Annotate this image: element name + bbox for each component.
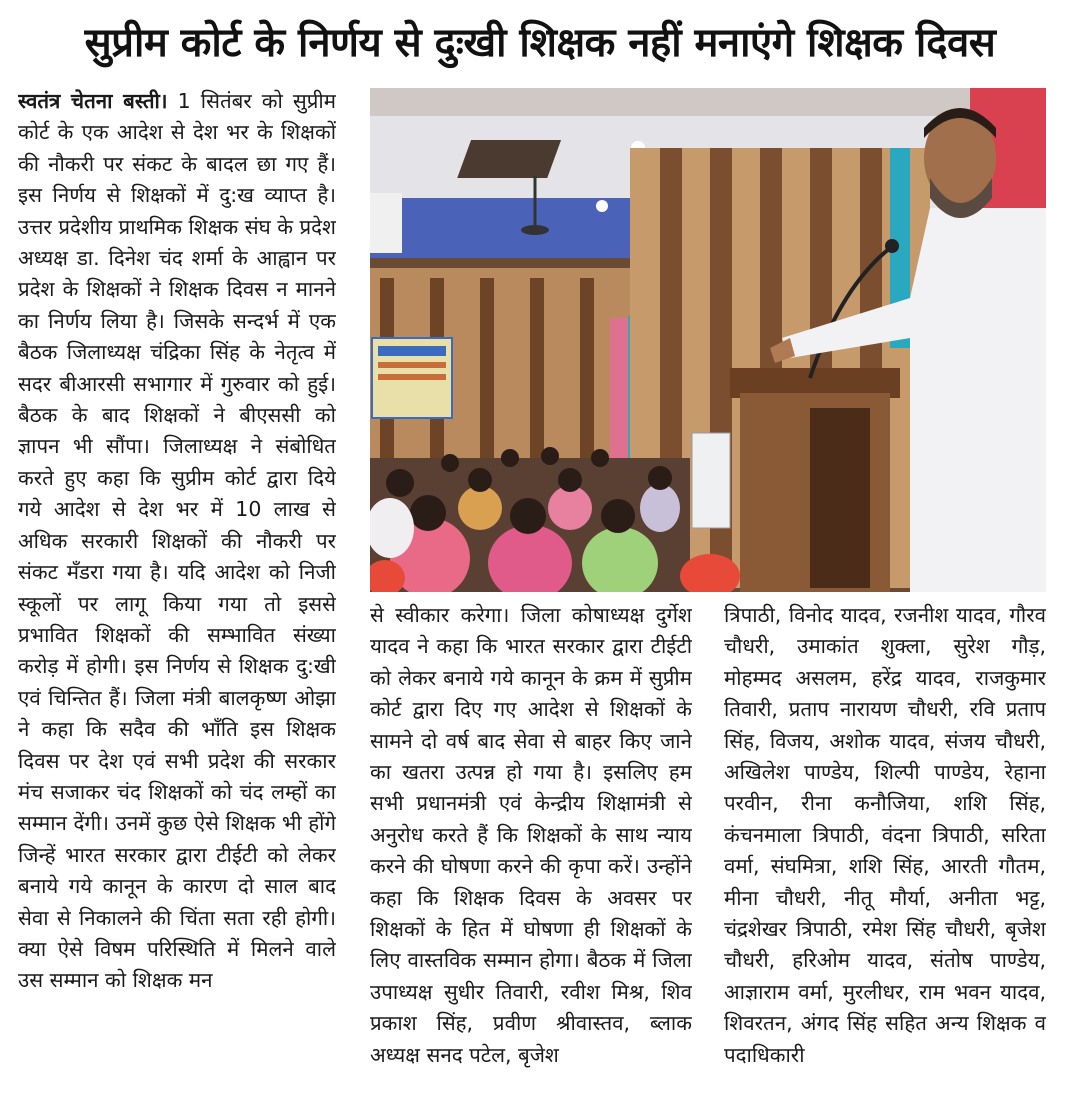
podium <box>730 368 900 592</box>
audience <box>370 447 690 592</box>
article-column-2 <box>370 600 692 1102</box>
meeting-photo-illustration <box>370 88 1046 592</box>
article-text-3: त्रिपाठी, विनोद यादव, रजनीश यादव, गौरव चौधरी, उमाकांत शुक्ला, सुरेश गौड़, मोहम्मद असलम, हरेंद्र यादव, राजकुमार तिवारी, प्रताप नारायण चौधरी, रवि प्रताप सिंह, विजय, अशोक यादव, संजय चौधरी, अखिलेश पाण्डेय, शिल्पी पाण्डेय, रेहाना परवीन, रीना कनौजिया, शशि सिंह, कंचनमाला त्रिपाठी, वंदना त्रिपाठी, सरिता वर्मा, संघमित्रा, शशि सिंह, आरती गौतम, मीना चौधरी, नीतू मौर्या, अनीता भट्ट, चंद्रशेखर त्रिपाठी, रमेश सिंह चौधरी, बृजेश चौधरी, हरिओम यादव, संतोष पाण्डेय, आज्ञाराम वर्मा, मुरलीधर, राम भवन यादव, शिवरतन, अंगद सिंह सहित अन्य शिक्षक व पदाधिकारी <box>724 603 1046 1067</box>
article-text-1: 1 सितंबर को सुप्रीम कोर्ट के एक आदेश से देश भर के शिक्षकों की नौकरी पर संकट के बादल छा गए हैं।इस निर्णय से शिक्षकों में दु:ख व्याप्त है। उत्तर प्रदेशीय प्राथमिक शिक्षक संघ के प्रदेश अध्यक्ष डा. दिनेश चंद शर्मा के आह्वान पर प्रदेश के शिक्षकों ने शिक्षक दिवस न मानने का निर्णय लिया है। जिसके सन्दर्भ में एक बैठक जिलाध्यक्ष चंद्रिका सिंह के नेतृत्व में सदर बीआरसी सभागार में गुरुवार को हुई। बैठक के बाद शिक्षकों ने बीएससी को ज्ञापन भी सौंपा। जिलाध्यक्ष ने संबोधित करते हुए कहा कि सुप्रीम कोर्ट द्वारा दिये गये आदेश से देश भर में 10 लाख से अधिक सरकारी शिक्षकों की नौकरी पर संकट मँडरा गया है। यदि आदेश को निजी स्कूलों पर लागू किया गया तो इससे प्रभावित शिक्षकों की सम्भावित संख्या करोड़ में होगी। इस निर्णय से शिक्षक दु:खी एवं चिन्तित हैं। जिला मंत्री बालकृष्ण ओझा ने कहा कि सदैव की भाँति इस शिक्षक दिवस पर देश एवं सभी प्रदेश की सरकार मंच सजाकर चंद शिक्षकों को चंद लम्हों का सम्मान देंगी। उनमें कुछ ऐसे शिक्षक भी होंगे जिन्हें भारत सरकार द्वारा टीईटी को लेकर बनाये गये कानून के कारण दो साल बाद सेवा से निकालने की चिंता सता रही होगी। क्या ऐसे विषम परिस्थिति में मिलने वाले उस सम्मान को शिक्षक मन <box>18 89 336 993</box>
air-conditioner <box>692 433 730 528</box>
article-column-3 <box>724 600 1046 1102</box>
ceiling-light <box>596 200 608 212</box>
air-conditioner <box>370 193 402 253</box>
article-text-2: से स्वीकार करेगा। जिला कोषाध्यक्ष दुर्गेश यादव ने कहा कि भारत सरकार द्वारा टीईटी को लेकर बनाये गये कानून के क्रम में सुप्रीम कोर्ट द्वारा दिए गए आदेश से शिक्षकों के सामने दो वर्ष बाद सेवा से बाहर किए जाने का खतरा उत्पन्न हो गया है। इसलिए हम सभी प्रधानमंत्री एवं केन्द्रीय शिक्षामंत्री से अनुरोध करते हैं कि शिक्षकों के साथ न्याय करने की घोषणा करने की कृपा करें। उन्होंने कहा कि शिक्षक दिवस के अवसर पर शिक्षकों के हित में घोषणा ही शिक्षकों के लिए वास्तविक सम्मान होगा। बैठक में जिला उपाध्यक्ष सुधीर तिवारी, रवीश मिश्र, शिव प्रकाश सिंह, प्रवीण श्रीवास्तव, ब्लाक अध्यक्ष सनद पटेल, बृजेश <box>370 603 692 1067</box>
headline: सुप्रीम कोर्ट के निर्णय से दुःखी शिक्षक नहीं मनाएंगे शिक्षक दिवस <box>84 20 996 66</box>
news-photo <box>370 88 1046 592</box>
dateline: स्वतंत्र चेतना बस्ती। <box>18 89 168 113</box>
article-column-1 <box>18 86 336 1102</box>
